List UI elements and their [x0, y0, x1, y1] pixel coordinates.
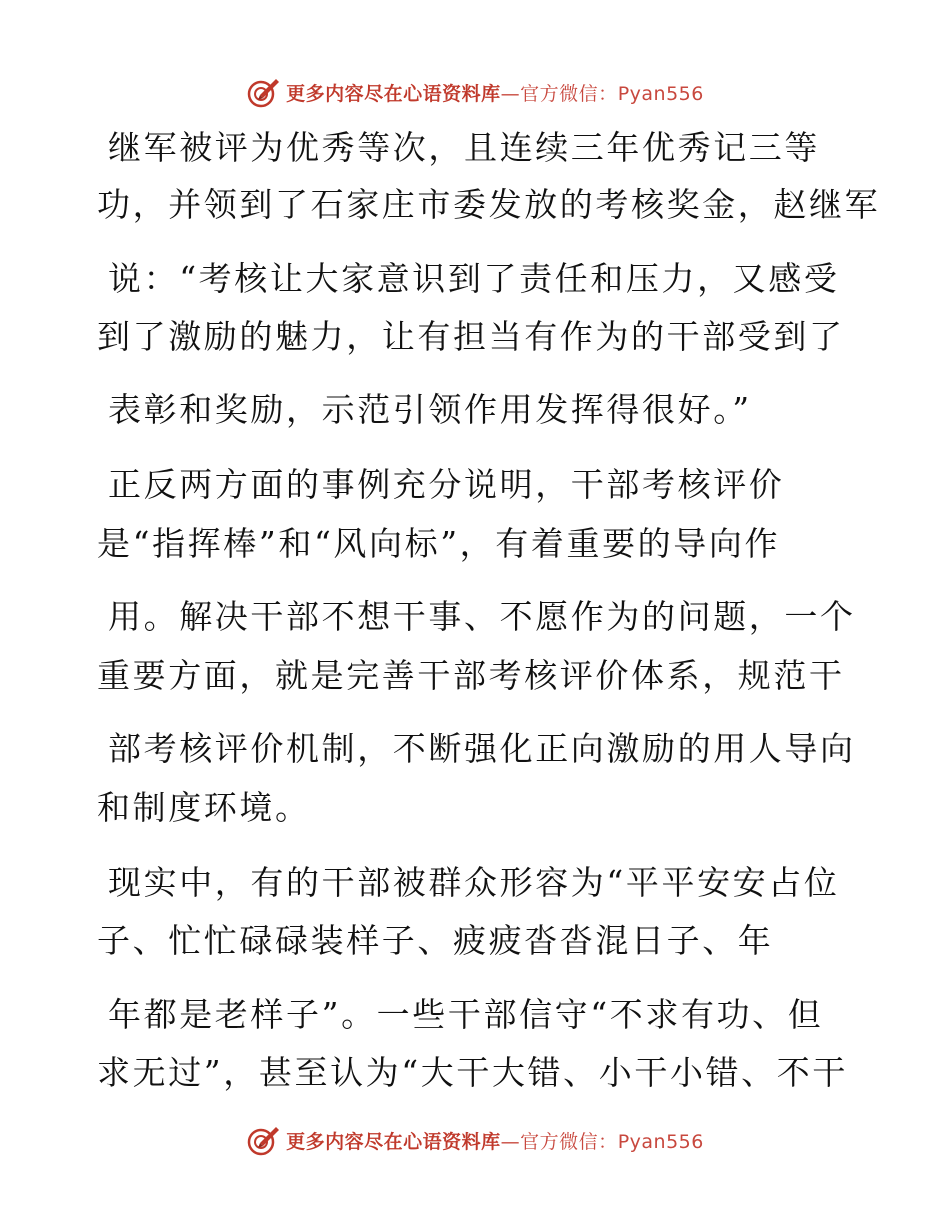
footer-banner — [0, 1120, 950, 1160]
text-line: 现实中，有的干部被群众形容为“平平安安占位 — [108, 863, 840, 902]
banner-separator: — — [500, 1130, 521, 1153]
banner-wechat-label: 官方微信： — [520, 82, 618, 105]
text-line: 是“指挥棒”和“风向标”，有着重要的导向作 — [97, 524, 781, 563]
text-line: 部考核评价机制，不断强化正向激励的用人导向 — [108, 729, 856, 768]
text-line: 说：“考核让大家意识到了责任和压力，又感受 — [108, 259, 840, 298]
text-line: 用。解决干部不想干事、不愿作为的问题，一个 — [108, 597, 856, 636]
text-line: 功，并领到了石家庄市委发放的考核奖金，赵继军 — [97, 185, 881, 224]
banner-wechat-id: Pyan556 — [617, 1130, 704, 1153]
text-line: 年都是老样子”。一些干部信守“不求有功、但 — [108, 995, 824, 1034]
text-line: 求无过”，甚至认为“大干大错、小干小错、不干 — [97, 1053, 848, 1092]
banner-wechat-id: Pyan556 — [617, 82, 704, 105]
text-line: 表彰和奖励，示范引领作用发挥得很好。” — [108, 390, 752, 429]
pen-logo-icon — [246, 1123, 280, 1157]
banner-wechat-label: 官方微信： — [520, 1130, 618, 1153]
text-line: 继军被评为优秀等次，且连续三年优秀记三等 — [108, 128, 820, 167]
text-line: 正反两方面的事例充分说明，干部考核评价 — [108, 465, 785, 504]
banner-text — [286, 1127, 704, 1154]
text-line: 重要方面，就是完善干部考核评价体系，规范干 — [97, 656, 845, 695]
text-line: 和制度环境。 — [97, 788, 311, 827]
banner-title: 更多内容尽在心语资料库 — [286, 1130, 501, 1153]
banner-title: 更多内容尽在心语资料库 — [286, 82, 501, 105]
banner-separator: — — [500, 82, 521, 105]
banner-content — [246, 1123, 704, 1157]
text-line: 子、忙忙碌碌装样子、疲疲沓沓混日子、年 — [97, 921, 774, 960]
text-line: 到了激励的魅力，让有担当有作为的干部受到了 — [97, 317, 845, 356]
